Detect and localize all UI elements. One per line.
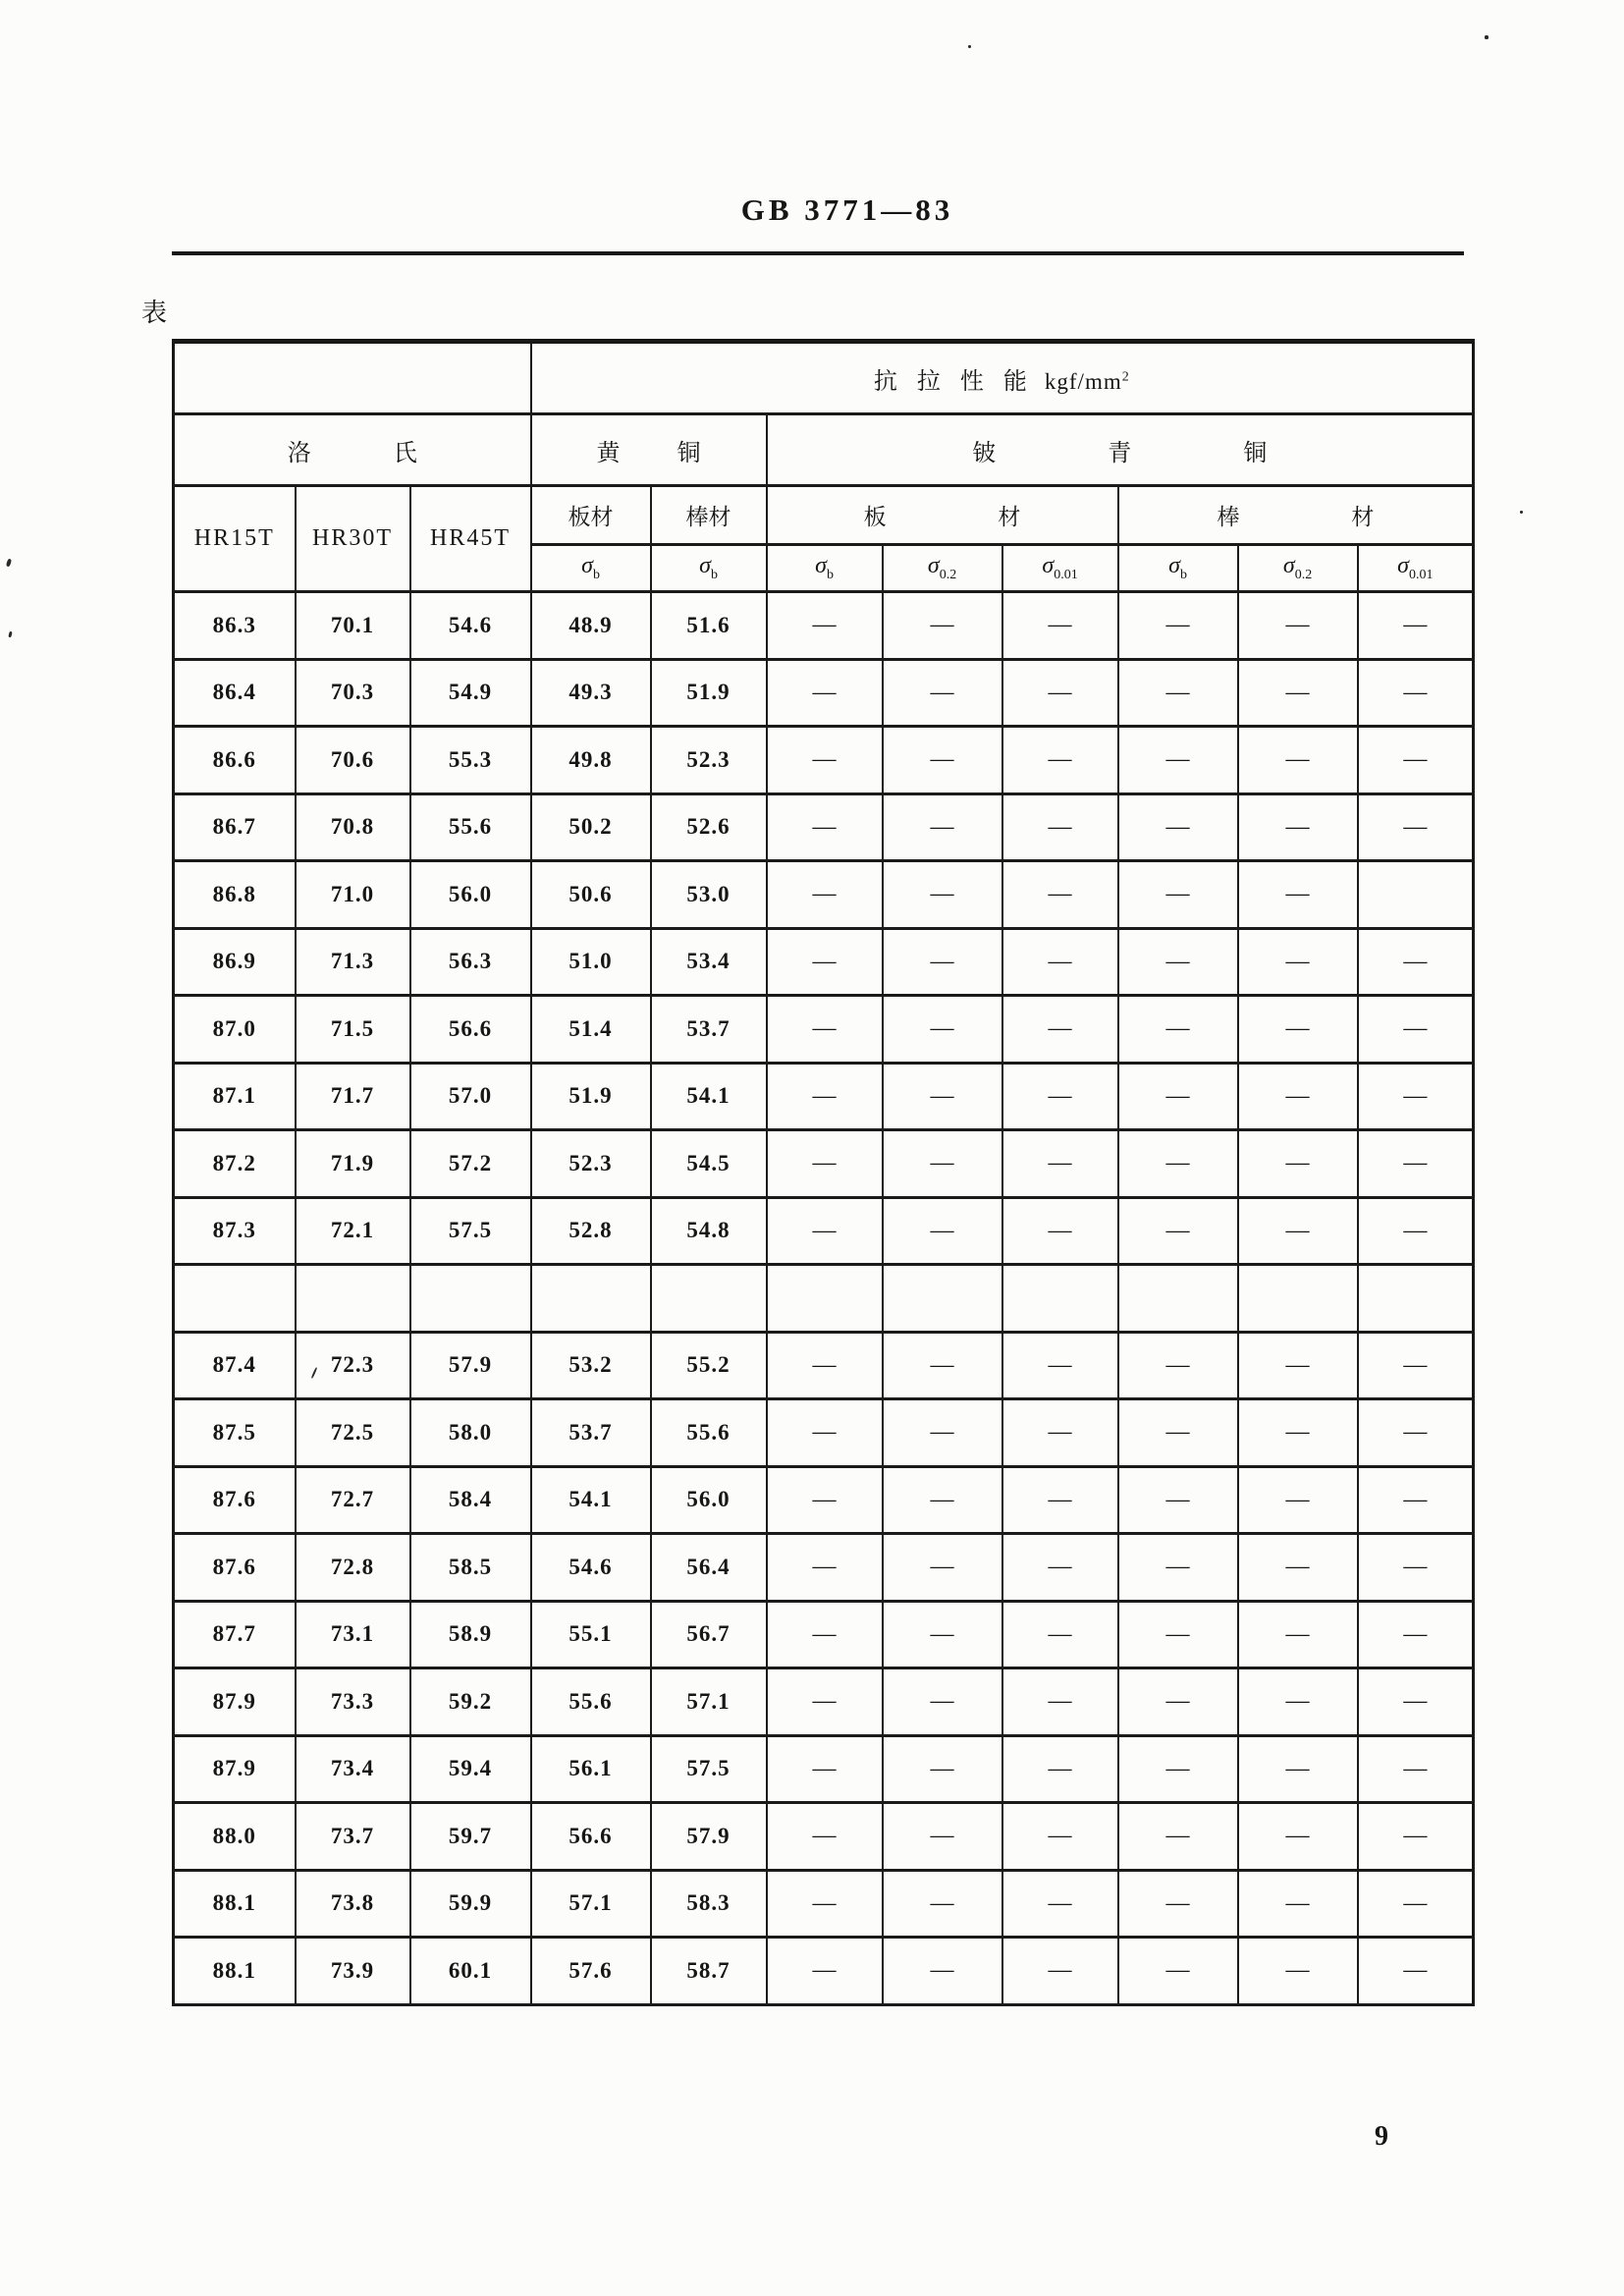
value-cell: 51.4 [531, 996, 651, 1064]
empty-cell [1358, 1265, 1474, 1333]
value-cell: 50.6 [531, 861, 651, 929]
dash-cell: — [883, 1332, 1002, 1399]
dash-cell: — [1358, 1870, 1474, 1938]
dash-cell: — [767, 1063, 883, 1130]
dash-cell: — [1002, 1399, 1118, 1467]
value-cell: 56.4 [651, 1534, 767, 1602]
value-cell: 58.9 [410, 1601, 531, 1668]
dash-cell: — [883, 996, 1002, 1064]
value-cell: 87.6 [174, 1534, 296, 1602]
value-cell: 51.6 [651, 592, 767, 660]
dash-cell: — [767, 1803, 883, 1871]
value-cell: 50.2 [531, 793, 651, 861]
dash-cell: — [1358, 928, 1474, 996]
dash-cell: — [1002, 1668, 1118, 1736]
table-row [174, 1938, 1474, 2005]
table-row [174, 1466, 1474, 1534]
blank-corner-cell [174, 342, 531, 414]
value-cell: 54.8 [651, 1197, 767, 1265]
table-row [174, 592, 1474, 660]
dash-cell: — [1002, 1197, 1118, 1265]
value-cell: 87.7 [174, 1601, 296, 1668]
scan-speck [1485, 35, 1489, 39]
value-cell: 54.1 [531, 1466, 651, 1534]
value-cell: 72.3 [296, 1332, 410, 1399]
dash-cell: — [1238, 793, 1358, 861]
value-cell: 59.7 [410, 1803, 531, 1871]
value-cell: 59.9 [410, 1870, 531, 1938]
sigma-001-header-cell: $\sigma_{0.01}$ [1002, 545, 1118, 592]
value-cell: 58.5 [410, 1534, 531, 1602]
dash-cell: — [1002, 659, 1118, 727]
dash-cell: — [1238, 928, 1358, 996]
dash-cell: — [883, 1063, 1002, 1130]
value-cell: 57.1 [651, 1668, 767, 1736]
value-cell: 73.4 [296, 1735, 410, 1803]
dash-cell: — [1358, 1534, 1474, 1602]
dash-cell: — [1238, 659, 1358, 727]
dash-cell: — [1358, 1601, 1474, 1668]
value-cell: 56.6 [410, 996, 531, 1064]
value-cell: 55.3 [410, 727, 531, 794]
value-cell: 53.7 [531, 1399, 651, 1467]
scan-speck [6, 559, 12, 568]
beryllium-bronze-header-cell: 铍 青 铜 [767, 414, 1474, 486]
value-cell: 57.9 [410, 1332, 531, 1399]
table-row [174, 861, 1474, 929]
hr15t-header-cell: HR15T [174, 486, 296, 592]
empty-cell [531, 1265, 651, 1333]
scan-speck [8, 631, 12, 638]
header-row-tensile [174, 342, 1474, 414]
value-cell: 56.3 [410, 928, 531, 996]
dash-cell: — [767, 1534, 883, 1602]
dash-cell: — [1238, 1803, 1358, 1871]
dash-cell: — [883, 1130, 1002, 1198]
scan-speck [968, 45, 971, 48]
value-cell: 54.9 [410, 659, 531, 727]
value-cell: 55.6 [531, 1668, 651, 1736]
dash-cell: — [1002, 861, 1118, 929]
dash-cell: — [767, 1870, 883, 1938]
value-cell: 56.1 [531, 1735, 651, 1803]
value-cell: 56.0 [410, 861, 531, 929]
empty-cell [651, 1265, 767, 1333]
dash-cell: — [1358, 659, 1474, 727]
value-cell: 52.6 [651, 793, 767, 861]
dash-cell: — [1238, 1534, 1358, 1602]
dash-cell: — [1238, 1668, 1358, 1736]
value-cell: 58.0 [410, 1399, 531, 1467]
empty-cell [1358, 861, 1474, 929]
dash-cell: — [1118, 1668, 1238, 1736]
header-rule [172, 251, 1464, 255]
table-row [174, 727, 1474, 794]
dash-cell: — [767, 1130, 883, 1198]
dash-cell: — [1358, 1197, 1474, 1265]
dash-cell: — [1002, 592, 1118, 660]
dash-cell: — [1238, 1197, 1358, 1265]
dash-cell: — [767, 861, 883, 929]
dash-cell: — [1002, 1063, 1118, 1130]
header-row-materials [174, 414, 1474, 486]
dash-cell: — [1238, 861, 1358, 929]
dash-cell: — [1002, 1735, 1118, 1803]
scan-speck [1520, 511, 1523, 514]
value-cell: 88.1 [174, 1938, 296, 2005]
value-cell: 73.1 [296, 1601, 410, 1668]
dash-cell: — [1002, 1601, 1118, 1668]
table-row [174, 996, 1474, 1064]
dash-cell: — [883, 592, 1002, 660]
dash-cell: — [1118, 659, 1238, 727]
value-cell: 71.7 [296, 1063, 410, 1130]
dash-cell: — [1118, 1197, 1238, 1265]
value-cell: 87.5 [174, 1399, 296, 1467]
table-row [174, 1063, 1474, 1130]
dash-cell: — [1118, 1332, 1238, 1399]
value-cell: 87.3 [174, 1197, 296, 1265]
value-cell: 53.4 [651, 928, 767, 996]
dash-cell: — [1238, 1870, 1358, 1938]
value-cell: 54.6 [531, 1534, 651, 1602]
empty-cell [410, 1265, 531, 1333]
value-cell: 58.7 [651, 1938, 767, 2005]
sigma-02-header-cell: $\sigma_{0.2}$ [1238, 545, 1358, 592]
value-cell: 86.4 [174, 659, 296, 727]
dash-cell: — [1118, 727, 1238, 794]
value-cell: 86.9 [174, 928, 296, 996]
dash-cell: — [1118, 1399, 1238, 1467]
dash-cell: — [1002, 1466, 1118, 1534]
dash-cell: — [1358, 1399, 1474, 1467]
dash-cell: — [883, 727, 1002, 794]
value-cell: 88.0 [174, 1803, 296, 1871]
dash-cell: — [1118, 592, 1238, 660]
value-cell: 87.9 [174, 1735, 296, 1803]
value-cell: 72.1 [296, 1197, 410, 1265]
dash-cell: — [1358, 1668, 1474, 1736]
dash-cell: — [1238, 727, 1358, 794]
value-cell: 56.7 [651, 1601, 767, 1668]
empty-cell [1118, 1265, 1238, 1333]
value-cell: 48.9 [531, 592, 651, 660]
dash-cell: — [767, 1332, 883, 1399]
tensile-properties-cell [531, 342, 1474, 414]
dash-cell: — [1238, 1130, 1358, 1198]
table-row [174, 659, 1474, 727]
value-cell: 72.8 [296, 1534, 410, 1602]
dash-cell: — [883, 1534, 1002, 1602]
value-cell: 72.7 [296, 1466, 410, 1534]
dash-cell: — [1358, 727, 1474, 794]
value-cell: 53.0 [651, 861, 767, 929]
dash-cell: — [1002, 1130, 1118, 1198]
dash-cell: — [1118, 1063, 1238, 1130]
tensile-unit: kgf/$mm^2$ [1044, 368, 1130, 394]
value-cell: 52.8 [531, 1197, 651, 1265]
sigma-001-header-cell: $\sigma_{0.01}$ [1358, 545, 1474, 592]
dash-cell: — [883, 861, 1002, 929]
value-cell: 57.9 [651, 1803, 767, 1871]
value-cell: 73.8 [296, 1870, 410, 1938]
dash-cell: — [883, 793, 1002, 861]
value-cell: 57.5 [410, 1197, 531, 1265]
value-cell: 87.1 [174, 1063, 296, 1130]
empty-separator-row [174, 1265, 1474, 1333]
dash-cell: — [767, 996, 883, 1064]
dash-cell: — [1238, 1332, 1358, 1399]
dash-cell: — [1118, 1803, 1238, 1871]
value-cell: 51.9 [531, 1063, 651, 1130]
dash-cell: — [883, 1466, 1002, 1534]
dash-cell: — [883, 1601, 1002, 1668]
hardness-conversion-table [172, 339, 1475, 2006]
hr45t-header-cell: HR45T [410, 486, 531, 592]
table-row [174, 1870, 1474, 1938]
standard-code-title: GB 3771—83 [740, 192, 954, 227]
value-cell: 70.8 [296, 793, 410, 861]
value-cell: 55.1 [531, 1601, 651, 1668]
value-cell: 73.3 [296, 1668, 410, 1736]
value-cell: 59.2 [410, 1668, 531, 1736]
dash-cell: — [767, 928, 883, 996]
dash-cell: — [883, 1870, 1002, 1938]
value-cell: 55.2 [651, 1332, 767, 1399]
dash-cell: — [1002, 1938, 1118, 2005]
dash-cell: — [1118, 793, 1238, 861]
dash-cell: — [1238, 1938, 1358, 2005]
table-row [174, 1735, 1474, 1803]
dash-cell: — [767, 1197, 883, 1265]
header-row-forms [174, 486, 1474, 545]
dash-cell: — [883, 659, 1002, 727]
hr30t-header-cell: HR30T [296, 486, 410, 592]
value-cell: 71.3 [296, 928, 410, 996]
value-cell: 70.3 [296, 659, 410, 727]
table-row [174, 1197, 1474, 1265]
value-cell: 86.8 [174, 861, 296, 929]
dash-cell: — [1238, 1735, 1358, 1803]
table-row [174, 1399, 1474, 1467]
dash-cell: — [1118, 928, 1238, 996]
dash-cell: — [1002, 727, 1118, 794]
value-cell: 49.3 [531, 659, 651, 727]
dash-cell: — [1358, 592, 1474, 660]
dash-cell: — [767, 1601, 883, 1668]
empty-cell [1238, 1265, 1358, 1333]
dash-cell: — [1118, 1870, 1238, 1938]
dash-cell: — [883, 1197, 1002, 1265]
dash-cell: — [1118, 996, 1238, 1064]
value-cell: 58.3 [651, 1870, 767, 1938]
dash-cell: — [1002, 1803, 1118, 1871]
value-cell: 87.6 [174, 1466, 296, 1534]
dash-cell: — [883, 1938, 1002, 2005]
dash-cell: — [1238, 1399, 1358, 1467]
dash-cell: — [1002, 996, 1118, 1064]
dash-cell: — [1118, 1601, 1238, 1668]
dash-cell: — [883, 1668, 1002, 1736]
dash-cell: — [1358, 1130, 1474, 1198]
value-cell: 88.1 [174, 1870, 296, 1938]
dash-cell: — [767, 1668, 883, 1736]
dash-cell: — [767, 1399, 883, 1467]
dash-cell: — [1118, 1534, 1238, 1602]
value-cell: 55.6 [651, 1399, 767, 1467]
value-cell: 57.6 [531, 1938, 651, 2005]
dash-cell: — [1238, 1601, 1358, 1668]
value-cell: 54.5 [651, 1130, 767, 1198]
brass-plate-header-cell: 板材 [531, 486, 651, 545]
value-cell: 87.0 [174, 996, 296, 1064]
empty-cell [174, 1265, 296, 1333]
dash-cell: — [1358, 793, 1474, 861]
empty-cell [883, 1265, 1002, 1333]
dash-cell: — [1358, 1803, 1474, 1871]
dash-cell: — [883, 1399, 1002, 1467]
value-cell: 53.2 [531, 1332, 651, 1399]
dash-cell: — [1238, 592, 1358, 660]
dash-cell: — [1238, 996, 1358, 1064]
value-cell: 49.8 [531, 727, 651, 794]
value-cell: 87.4 [174, 1332, 296, 1399]
dash-cell: — [1002, 1534, 1118, 1602]
dash-cell: — [1118, 1130, 1238, 1198]
page-number: 9 [1375, 2121, 1388, 2152]
dash-cell: — [1358, 1332, 1474, 1399]
value-cell: 57.2 [410, 1130, 531, 1198]
dash-cell: — [767, 1938, 883, 2005]
value-cell: 71.5 [296, 996, 410, 1064]
value-cell: 51.9 [651, 659, 767, 727]
dash-cell: — [767, 592, 883, 660]
sigma-b-header-cell: $\sigma_b$ [651, 545, 767, 592]
dash-cell: — [1118, 1735, 1238, 1803]
value-cell: 54.6 [410, 592, 531, 660]
empty-cell [1002, 1265, 1118, 1333]
value-cell: 55.6 [410, 793, 531, 861]
value-cell: 54.1 [651, 1063, 767, 1130]
dash-cell: — [1238, 1466, 1358, 1534]
dash-cell: — [767, 659, 883, 727]
value-cell: 71.9 [296, 1130, 410, 1198]
dash-cell: — [1358, 996, 1474, 1064]
dash-cell: — [1358, 1735, 1474, 1803]
dash-cell: — [1002, 793, 1118, 861]
dash-cell: — [1358, 1466, 1474, 1534]
sigma-b-header-cell: $\sigma_b$ [531, 545, 651, 592]
value-cell: 52.3 [531, 1130, 651, 1198]
table-row [174, 793, 1474, 861]
dash-cell: — [883, 1735, 1002, 1803]
table-row [174, 1130, 1474, 1198]
dash-cell: — [883, 1803, 1002, 1871]
value-cell: 57.5 [651, 1735, 767, 1803]
table-row [174, 1668, 1474, 1736]
value-cell: 70.6 [296, 727, 410, 794]
table-row [174, 928, 1474, 996]
dash-cell: — [1118, 1466, 1238, 1534]
value-cell: 86.6 [174, 727, 296, 794]
dash-cell: — [1118, 861, 1238, 929]
tensile-title-text: 抗 拉 性 能 [873, 368, 1027, 395]
value-cell: 58.4 [410, 1466, 531, 1534]
value-cell: 56.0 [651, 1466, 767, 1534]
empty-cell [767, 1265, 883, 1333]
be-plate-header-cell: 板 材 [767, 486, 1118, 545]
brass-header-cell: 黄 铜 [531, 414, 767, 486]
value-cell: 53.7 [651, 996, 767, 1064]
dash-cell: — [883, 928, 1002, 996]
dash-cell: — [767, 727, 883, 794]
dash-cell: — [1002, 1870, 1118, 1938]
table-body [174, 592, 1474, 2005]
value-cell: 51.0 [531, 928, 651, 996]
value-cell: 86.7 [174, 793, 296, 861]
dash-cell: — [1358, 1938, 1474, 2005]
sigma-b-header-cell: $\sigma_b$ [1118, 545, 1238, 592]
value-cell: 73.7 [296, 1803, 410, 1871]
dash-cell: — [767, 1466, 883, 1534]
table-row [174, 1534, 1474, 1602]
be-rod-header-cell: 棒 材 [1118, 486, 1474, 545]
value-cell: 60.1 [410, 1938, 531, 2005]
rockwell-header-cell: 洛 氏 [174, 414, 531, 486]
value-cell: 57.0 [410, 1063, 531, 1130]
dash-cell: — [767, 1735, 883, 1803]
value-cell: 70.1 [296, 592, 410, 660]
dash-cell: — [1002, 928, 1118, 996]
value-cell: 71.0 [296, 861, 410, 929]
value-cell: 59.4 [410, 1735, 531, 1803]
value-cell: 73.9 [296, 1938, 410, 2005]
value-cell: 72.5 [296, 1399, 410, 1467]
value-cell: 52.3 [651, 727, 767, 794]
dash-cell: — [767, 793, 883, 861]
table-row [174, 1601, 1474, 1668]
brass-rod-header-cell: 棒材 [651, 486, 767, 545]
value-cell: 87.9 [174, 1668, 296, 1736]
value-cell: 57.1 [531, 1870, 651, 1938]
sigma-02-header-cell: $\sigma_{0.2}$ [883, 545, 1002, 592]
value-cell: 56.6 [531, 1803, 651, 1871]
table-header [174, 342, 1474, 592]
empty-cell [296, 1265, 410, 1333]
table-row [174, 1803, 1474, 1871]
table-label: 表 [141, 299, 168, 327]
dash-cell: — [1118, 1938, 1238, 2005]
dash-cell: — [1002, 1332, 1118, 1399]
value-cell: 86.3 [174, 592, 296, 660]
table-row [174, 1332, 1474, 1399]
sigma-b-header-cell: $\sigma_b$ [767, 545, 883, 592]
value-cell: 87.2 [174, 1130, 296, 1198]
dash-cell: — [1238, 1063, 1358, 1130]
dash-cell: — [1358, 1063, 1474, 1130]
